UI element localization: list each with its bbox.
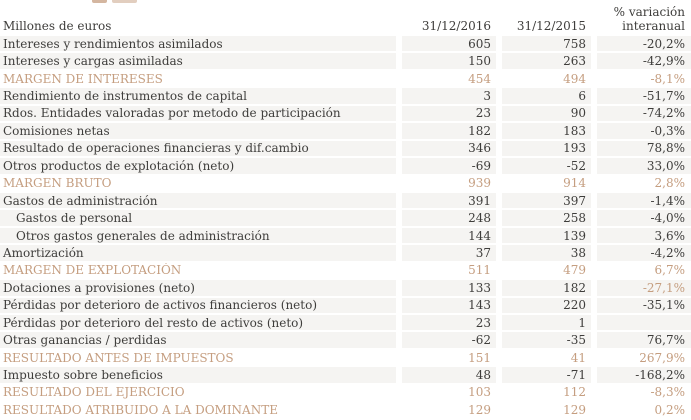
cell-pct: 2,8% [597,176,691,193]
cell-2015: 112 [502,385,591,402]
cell-pct [597,315,691,332]
table-row [0,71,691,88]
cell-2016: 129 [402,402,496,419]
table-row [0,402,691,419]
cell-2016: 511 [402,263,496,280]
cell-pct: -0,3% [597,123,691,140]
cropped-title-remnant [0,0,691,4]
row-label: Intereses y rendimientos asimilados [0,36,396,53]
row-label: Gastos de administración [0,193,396,210]
row-label: RESULTADO ATRIBUIDO A LA DOMINANTE [0,402,396,419]
cell-2016: 133 [402,280,496,297]
cell-2015: 193 [502,141,591,158]
row-label: MARGEN DE EXPLOTACIÓN [0,263,396,280]
cell-2015: 258 [502,210,591,227]
table-row [0,350,691,367]
table-row [0,332,691,349]
header-col-variation [597,6,691,36]
row-label: MARGEN BRUTO [0,176,396,193]
cell-2016: 23 [402,106,496,123]
cell-2016: 939 [402,176,496,193]
table-row [0,315,691,332]
cell-2016: 3 [402,88,496,105]
cell-2015: 494 [502,71,591,88]
table-row [0,367,691,384]
cell-2016: -62 [402,332,496,349]
cell-pct: -51,7% [597,88,691,105]
cell-pct: -4,0% [597,210,691,227]
cell-2015: 1 [502,315,591,332]
row-label: Pérdidas por deterioro de activos financieros (neto) [0,298,396,315]
cell-2016: 37 [402,245,496,262]
cell-2015: 182 [502,280,591,297]
cell-pct: -4,2% [597,245,691,262]
row-label: Rendimiento de instrumentos de capital [0,88,396,105]
table-header-row [0,0,691,36]
table-row [0,176,691,193]
cell-pct: -27,1% [597,280,691,297]
cell-pct: -20,2% [597,36,691,53]
header-unit-label: Millones de euros [3,19,112,34]
cell-2016: 391 [402,193,496,210]
table-row [0,36,691,53]
cell-pct: -42,9% [597,53,691,70]
header-col-2015: 31/12/2015 [516,19,586,34]
cell-2016: 454 [402,71,496,88]
row-label: Impuesto sobre beneficios [0,367,396,384]
table-row [0,193,691,210]
cell-2016: 346 [402,141,496,158]
cell-2015: 6 [502,88,591,105]
header-col-2016: 31/12/2016 [421,19,491,34]
row-label: Dotaciones a provisiones (neto) [0,280,396,297]
cell-pct: -168,2% [597,367,691,384]
table-row [0,141,691,158]
row-label: Rdos. Entidades valoradas por metodo de participación [0,106,396,123]
cell-2015: 397 [502,193,591,210]
cell-2015: 139 [502,228,591,245]
cell-2016: 151 [402,350,496,367]
row-label: Comisiones netas [0,123,396,140]
table-row [0,385,691,402]
table-row [0,298,691,315]
header-variation-line1: % variación [613,5,685,20]
cell-pct: 78,8% [597,141,691,158]
cell-pct: 76,7% [597,332,691,349]
cell-pct: -8,1% [597,71,691,88]
cell-2015: 129 [502,402,591,419]
cell-2015: -52 [502,158,591,175]
cell-2015: 183 [502,123,591,140]
cell-2016: -69 [402,158,496,175]
cell-pct: -8,3% [597,385,691,402]
row-label: Amortización [0,245,396,262]
row-label: Gastos de personal [0,210,396,227]
cell-pct: -35,1% [597,298,691,315]
table-row [0,280,691,297]
table-row [0,158,691,175]
cell-2015: 914 [502,176,591,193]
cell-2015: -35 [502,332,591,349]
row-label: Otros productos de explotación (neto) [0,158,396,175]
table-row [0,245,691,262]
cell-pct: 33,0% [597,158,691,175]
cell-pct: 3,6% [597,228,691,245]
row-label: Pérdidas por deterioro del resto de activos (neto) [0,315,396,332]
row-label: Resultado de operaciones financieras y dif.cambio [0,141,396,158]
cell-2015: 38 [502,245,591,262]
row-label: RESULTADO ANTES DE IMPUESTOS [0,350,396,367]
cell-2016: 48 [402,367,496,384]
cell-2015: -71 [502,367,591,384]
cell-pct: 0,2% [597,402,691,419]
cell-pct: 267,9% [597,350,691,367]
cell-2016: 605 [402,36,496,53]
table-row [0,53,691,70]
cell-pct: -74,2% [597,106,691,123]
row-label: MARGEN DE INTERESES [0,71,396,88]
cell-pct: 6,7% [597,263,691,280]
table-row [0,263,691,280]
cell-2015: 220 [502,298,591,315]
table-body [0,36,691,420]
cell-2016: 143 [402,298,496,315]
cell-2016: 182 [402,123,496,140]
row-label: Otras ganancias / perdidas [0,332,396,349]
table-row [0,88,691,105]
cell-2016: 103 [402,385,496,402]
cell-pct: -1,4% [597,193,691,210]
header-variation-line2: interanual [622,19,685,34]
row-label: Intereses y cargas asimiladas [0,53,396,70]
cell-2015: 479 [502,263,591,280]
cell-2016: 248 [402,210,496,227]
table-row [0,210,691,227]
cell-2016: 23 [402,315,496,332]
table-row [0,123,691,140]
cell-2016: 144 [402,228,496,245]
row-label: Otros gastos generales de administración [0,228,396,245]
cell-2015: 41 [502,350,591,367]
table-row [0,106,691,123]
row-label: RESULTADO DEL EJERCICIO [0,385,396,402]
cell-2015: 263 [502,53,591,70]
cell-2016: 150 [402,53,496,70]
table-row [0,228,691,245]
cell-2015: 758 [502,36,591,53]
cell-2015: 90 [502,106,591,123]
